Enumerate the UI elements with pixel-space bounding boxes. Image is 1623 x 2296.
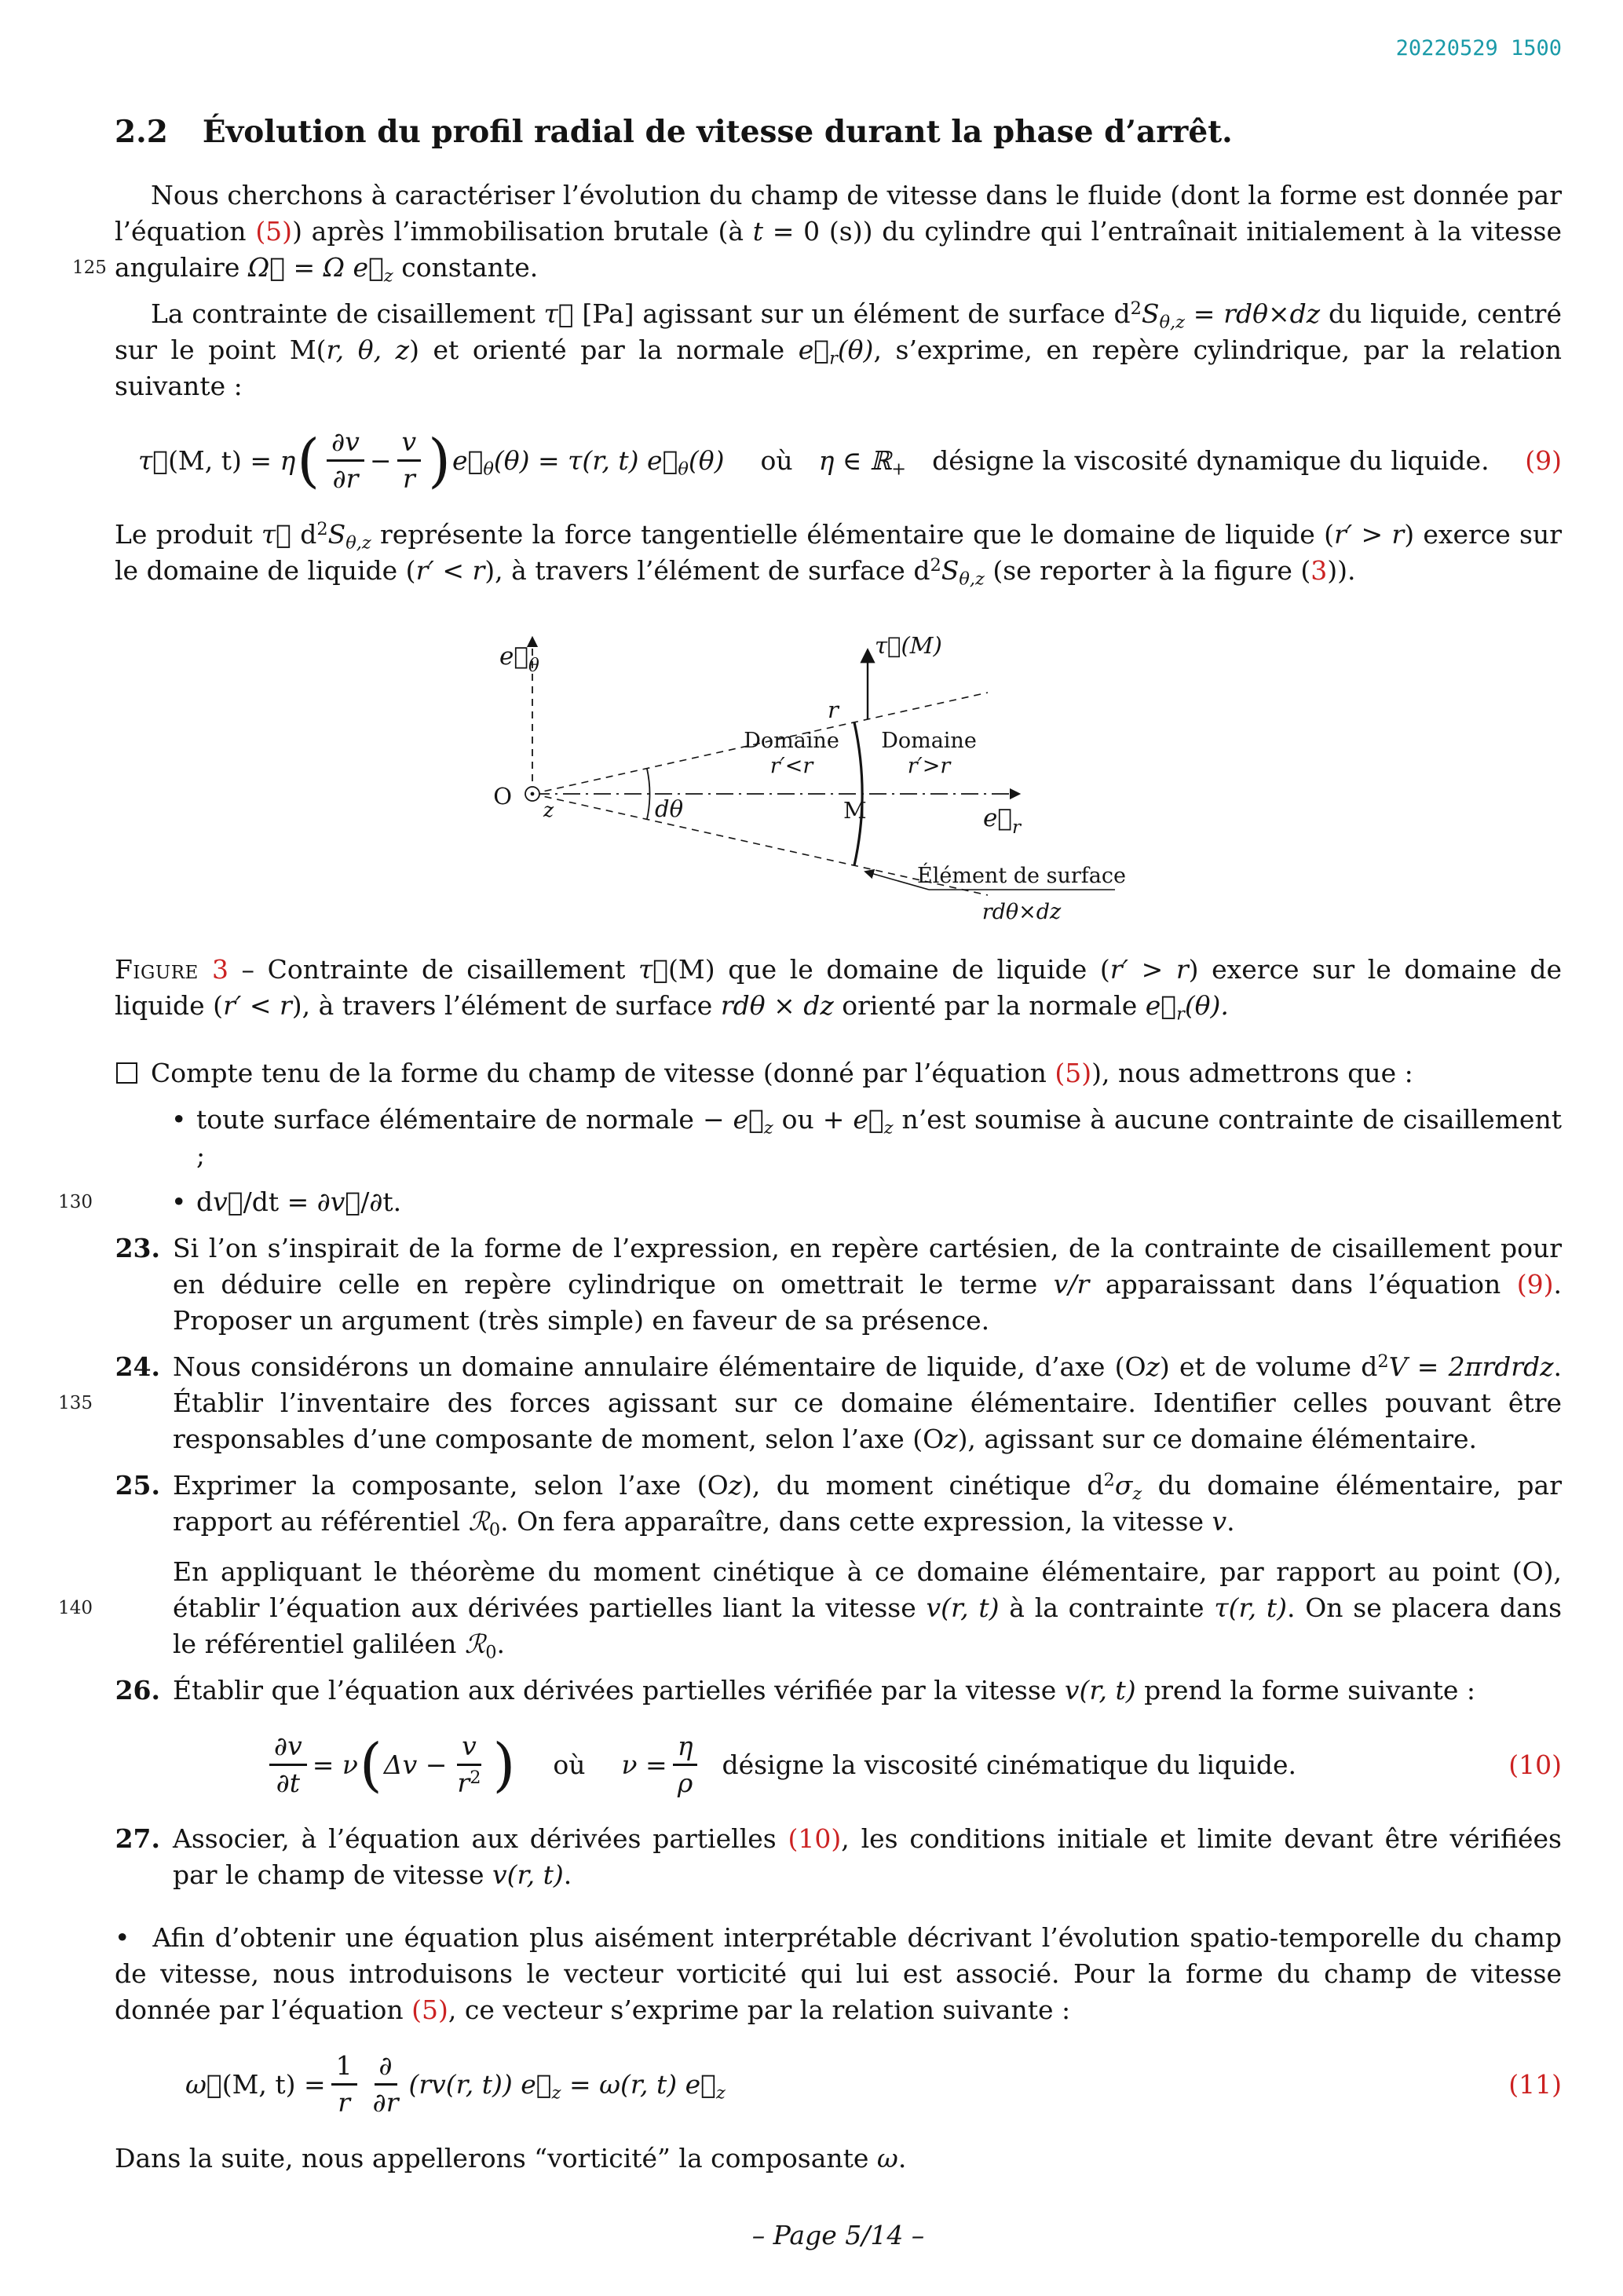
text-segment: τ⃗ (543, 298, 574, 329)
text-segment: désigne la viscosité dynamique du liquide. (906, 444, 1490, 476)
paragraph-angular-momentum-text (173, 1556, 1562, 1663)
text-segment: d (1087, 1470, 1104, 1501)
text-segment: 2 (1130, 298, 1142, 319)
text-segment (793, 445, 819, 476)
text-segment: v(r, t) (1064, 1675, 1136, 1706)
text-segment: orienté par la normale (833, 990, 1146, 1021)
paragraph-closing (115, 2141, 1562, 2177)
eq9-lhs (138, 443, 295, 479)
text-segment: (rv(r, t)) (408, 2068, 521, 2100)
text-segment: . On se placera dans le référentiel galiléen (173, 1592, 1562, 1659)
equation-11 (115, 2050, 1562, 2119)
question-26-number: 26. (115, 1675, 160, 1706)
text-segment: Exprimer la composante, selon l’axe (O (173, 1470, 729, 1501)
text-segment: z (728, 1470, 743, 1501)
text-segment: ℛ (464, 1629, 486, 1659)
eq10-tail (722, 1747, 1296, 1783)
text-segment: (M, t) = (168, 444, 280, 476)
reference-link[interactable]: (5) (411, 1994, 448, 2025)
text-segment: r (1176, 1004, 1185, 1025)
text-segment: ∂t (276, 1768, 301, 1798)
text-segment: v (401, 426, 417, 457)
fraction-1-r (331, 2050, 357, 2119)
paragraph-shear-stress-text (115, 298, 1562, 401)
text-segment: r (402, 463, 415, 494)
text-segment: , les conditions initiale et limite devant être vérifiées par le champ de vitesse (173, 1823, 1562, 1890)
text-segment: θ,z (1159, 312, 1185, 333)
text-segment: v⃗ (330, 1186, 361, 1217)
domain-outer-cond: r′>r (907, 754, 950, 778)
text-segment: ) et de volume (1159, 1351, 1362, 1382)
text-segment: rdθ × dz (720, 990, 834, 1021)
text-segment: d (1113, 298, 1131, 329)
question-25 (115, 1468, 1562, 1540)
question-25-text (173, 1469, 1562, 1541)
domain-outer-label: Domaine (880, 729, 977, 753)
text-segment: − (369, 444, 392, 476)
text-segment: ∂r (332, 463, 359, 494)
question-24-number: 24. (115, 1351, 160, 1382)
text-segment: Ω⃗ = Ω (247, 252, 353, 283)
text-segment: Figure (115, 954, 212, 985)
text-segment: . Proposer un argument (très simple) en faveur de sa présence. (173, 1269, 1563, 1336)
equation-9: τ⃗(M, t) = η ( $\frac{\partial v}{\partial r}$ − $\frac{v}{r}$ ) $e⃗_\theta(\theta) = \tau(r$, t) $e⃗_\theta(\theta)$ où η ∈ ℝ$_+$ désigne la viscosité dynamique du liquide. (9) (138, 426, 1562, 495)
text-segment: du domaine élémentaire, par rapport au référentiel (173, 1470, 1562, 1537)
radius-label: r (827, 696, 839, 723)
text-segment: e⃗ (353, 252, 384, 283)
text-segment: – Contrainte de cisaillement (228, 954, 638, 985)
question-27 (115, 1821, 1562, 1893)
text-segment: = rdθ×dz (1185, 298, 1321, 329)
equation-10: $\frac{\partial v}{\partial t}$ = ν ( Δv − $\frac{v}{r^2}$ ) où ν = $\frac{\eta}{\rho}$ désigne la viscosité cinématique du liquide. (10) (115, 1731, 1562, 1799)
text-segment: t (752, 216, 764, 247)
text-segment: 2 (316, 518, 328, 539)
fraction-eta-rho (673, 1731, 698, 1799)
fraction-dv-dt (269, 1731, 307, 1799)
text-segment: à la contrainte (999, 1592, 1215, 1623)
text-segment: Associer, à l’équation aux dérivées partielles (173, 1823, 788, 1854)
text-segment: (se reporter à la figure ( (984, 555, 1311, 586)
domain-inner-cond: r′<r (769, 754, 813, 778)
text-segment: v (462, 1731, 477, 1761)
text-segment: Dans la suite, nous appellerons “vorticité” la composante (115, 2143, 877, 2174)
text-segment: Le produit (115, 519, 261, 550)
margin-line-number: 130 (58, 1192, 93, 1212)
text-segment: . (496, 1629, 505, 1659)
e-r-label: $e⃗_r$ (982, 804, 1021, 838)
page-header-timestamp: 20220529 1500 (1395, 36, 1562, 60)
text-segment: r (457, 1768, 470, 1798)
surface-element-formula: rdθ×dz (981, 900, 1061, 924)
fraction-v-r (397, 426, 422, 495)
text-segment: e⃗ (685, 2068, 716, 2100)
text-segment: = 2πrdrdz (1407, 1351, 1554, 1382)
text-segment: ) après l’immobilisation brutale (à (292, 216, 753, 247)
text-segment: (θ) (837, 335, 874, 365)
text-segment: = 0 (s)) du cylindre qui l’entraînait initialement à la vitesse angulaire (115, 216, 1562, 283)
text-segment: = ω(r, t) (561, 2068, 685, 2100)
text-segment: r′ > r (1333, 519, 1405, 550)
text-segment: . (897, 2143, 907, 2174)
eq10-laplacian (384, 1747, 448, 1783)
assumption-item-2 (58, 1184, 1562, 1220)
eq10-equals (313, 1747, 358, 1783)
text-segment: )). (1327, 555, 1356, 586)
text-segment: d (196, 1186, 214, 1217)
text-segment: ou (773, 1104, 823, 1135)
text-segment: Établir que l’équation aux dérivées partielles vérifiée par la vitesse (173, 1675, 1065, 1706)
text-segment: Si l’on s’inspirait de la forme de l’expression, en repère cartésien, de la contrainte de cisaillement pour en déduire celle en repère cylindrique on omettrait le terme (173, 1233, 1562, 1300)
text-segment: ω (876, 2143, 898, 2174)
assumption-item-1 (115, 1102, 1562, 1174)
text-segment: τ⃗ (261, 519, 291, 550)
paragraph-vorticity (115, 1920, 1562, 2028)
text-segment: La contrainte de cisaillement (151, 298, 544, 329)
section-heading (115, 113, 1562, 151)
text-segment: ν = (621, 1749, 667, 1780)
text-segment: 2 (470, 1767, 481, 1788)
section-number: 2.2 (115, 114, 168, 150)
text-segment: e⃗ (798, 335, 830, 365)
text-segment: du liquide, centré sur le point M( (115, 298, 1562, 365)
text-segment: e⃗ (647, 444, 678, 476)
reference-link[interactable]: 3 (1310, 555, 1328, 586)
text-segment: ), nous admettrons que : (1091, 1058, 1413, 1088)
text-segment: S (1141, 298, 1160, 329)
text-segment: constante. (393, 252, 539, 283)
text-segment: Nous considérons un domaine annulaire élémentaire de liquide, d’axe (O (173, 1351, 1146, 1382)
text-segment: n’est soumise à aucune contrainte de cisaillement ; (196, 1104, 1562, 1171)
equation-number-11[interactable]: (11) (1508, 2068, 1562, 2100)
assumptions-block (58, 1055, 1562, 1220)
text-segment: . (1226, 1506, 1235, 1537)
text-segment: 0 (485, 1642, 497, 1663)
text-segment: v (1212, 1506, 1227, 1537)
open-square-icon (116, 1062, 137, 1084)
figure-3 (115, 617, 1562, 941)
text-segment: ω⃗ (185, 2068, 222, 2100)
bullet-icon: • (171, 1186, 187, 1217)
text-segment: . Établir l’inventaire des forces agissant sur ce domaine élémentaire. Identifier celles pouvant être responsables d’une composante de moment, selon l’axe (O (173, 1351, 1562, 1454)
text-segment: v(r, t) (926, 1592, 1000, 1623)
question-23-text (173, 1233, 1562, 1336)
text-segment: (M, t) = (221, 2068, 326, 2100)
paragraph-intro-text (115, 180, 1562, 287)
question-27-number: 27. (115, 1823, 160, 1854)
eq9-rhs (452, 443, 724, 479)
fraction-v-r2 (452, 1731, 485, 1799)
text-segment: r, θ, z (326, 335, 410, 365)
question-24-text (173, 1351, 1562, 1454)
text-segment: Δv − (383, 1749, 448, 1780)
text-segment: η (677, 1731, 693, 1761)
text-segment: ∂r (372, 2087, 399, 2118)
text-segment: d (913, 555, 930, 586)
text-segment: z (944, 1424, 958, 1454)
text-segment: (θ) = τ(r, t) (493, 444, 648, 476)
question-26-text (173, 1675, 1475, 1706)
paragraph-angular-momentum (58, 1554, 1562, 1663)
text-segment: v⃗ (213, 1186, 243, 1217)
text-segment: η ∈ ℝ (818, 444, 892, 476)
text-segment: S (327, 519, 346, 550)
text-segment: , s’exprime, en repère cylindrique, par la relation suivante : (115, 335, 1562, 401)
bullet-icon: • (171, 1104, 187, 1135)
text-segment: , ce vecteur s’exprime par la relation suivante : (448, 1994, 1071, 2025)
text-segment: θ (678, 459, 689, 480)
text-segment: représente la force tangentielle élémentaire que le domaine de liquide ( (371, 519, 1334, 550)
eq10-ou (553, 1747, 585, 1783)
reference-link[interactable]: (10) (788, 1823, 842, 1854)
text-segment: 0 (488, 1519, 501, 1541)
text-segment: (M) que le domaine de liquide ( (668, 954, 1110, 985)
text-segment: z (1146, 1351, 1160, 1382)
text-segment: 2 (1103, 1469, 1115, 1490)
bullet-icon: • (115, 1922, 130, 1953)
origin-dot-icon (530, 792, 534, 796)
text-segment: désigne la viscosité cinématique du liquide. (722, 1749, 1297, 1780)
eq11-lhs (185, 2067, 326, 2103)
figure-3-diagram (477, 617, 1200, 931)
text-segment: ∂v (331, 426, 360, 457)
figure-caption (115, 952, 1562, 1024)
paragraph-intro (72, 177, 1562, 287)
text-segment: r′ > r (1109, 954, 1189, 985)
text-segment: ∂ (378, 2050, 393, 2081)
point-m-label: M (843, 797, 867, 824)
text-segment: Nous cherchons à caractériser l’évolution du champ de vitesse dans le fluide (dont la forme est donnée par l’équation (115, 180, 1562, 247)
paragraph-vorticity-text (115, 1922, 1562, 2025)
text-segment: . (563, 1859, 572, 1890)
margin-line-number: 140 (58, 1598, 93, 1618)
text-segment: + e⃗ (822, 1104, 884, 1135)
text-segment: e⃗ (1145, 990, 1177, 1021)
eq9-minus (370, 443, 392, 479)
text-segment: /dt = ∂ (243, 1186, 331, 1217)
text-segment: z (383, 265, 393, 287)
e-theta-label: $e⃗_\theta$ (499, 642, 539, 676)
text-segment: z (715, 2082, 726, 2104)
text-segment: θ,z (959, 569, 985, 590)
section-title: Évolution du profil radial de vitesse durant la phase d’arrêt. (202, 114, 1233, 150)
dtheta-label: dθ (654, 795, 683, 822)
origin-label: O (492, 783, 512, 810)
eq9-where-clause (761, 443, 1490, 479)
text-segment: − e⃗ (702, 1104, 764, 1135)
fraction-d-dr (368, 2050, 404, 2119)
domain-inner-label: Domaine (743, 729, 839, 753)
text-segment: ) et orienté par la normale (409, 335, 799, 365)
question-24 (58, 1349, 1562, 1457)
text-segment: z (883, 1117, 894, 1139)
assumption-item-1-text (196, 1104, 1562, 1171)
tau-label: τ⃗(M) (874, 632, 942, 659)
text-segment: ℛ (468, 1506, 489, 1537)
margin-line-number: 125 (72, 258, 107, 278)
text-segment: v(r, t) (492, 1859, 564, 1890)
text-segment: S (941, 555, 960, 586)
surface-element-label: Élément de surface (916, 864, 1126, 888)
eq10-nu (621, 1747, 667, 1783)
question-25-number: 25. (115, 1470, 160, 1501)
text-segment: ρ (677, 1768, 693, 1798)
text-segment: [Pa] agissant sur un élément de surface (573, 298, 1114, 329)
reference-link[interactable]: 3 (211, 954, 228, 985)
text-segment: d (1361, 1351, 1378, 1382)
text-segment: = (312, 1749, 342, 1780)
text-segment: apparaissant dans l’équation (1089, 1269, 1517, 1300)
paragraph-closing-text (115, 2143, 906, 2174)
question-23 (115, 1230, 1562, 1339)
text-segment: θ (483, 459, 494, 480)
question-23-number: 23. (115, 1233, 160, 1263)
paragraph-product-text (115, 518, 1562, 590)
question-26 (115, 1673, 1562, 1709)
paragraph-product (115, 517, 1562, 589)
text-segment: + (891, 459, 907, 480)
text-segment: z (551, 2082, 561, 2104)
text-segment: e⃗ (521, 2068, 552, 2100)
text-segment: ) exerce sur le domaine de liquide ( (115, 954, 1562, 1021)
equation-number-9[interactable]: (9) (1525, 444, 1562, 476)
reference-link[interactable]: (5) (255, 216, 293, 247)
text-segment: e⃗ (452, 444, 484, 476)
text-segment: σ (1114, 1470, 1133, 1501)
text-segment: r′ < r (223, 990, 292, 1021)
assumption-item-2-text (196, 1186, 401, 1217)
text-segment: τ(r, t) (1214, 1592, 1287, 1623)
text-segment: Afin d’obtenir une équation plus aisément interprétable décrivant l’évolution spatio-temporelle du champ de vitesse, nous introduisons le vecteur vorticité qui lui est associé. Pour la forme du champ de vitesse donnée par l’équation (115, 1922, 1562, 2025)
margin-line-number: 135 (58, 1393, 93, 1413)
text-segment: z (763, 1117, 773, 1139)
text-segment: ), à travers l’élément de surface (291, 990, 721, 1021)
text-segment: 1 (335, 2050, 353, 2081)
paragraph-shear-stress (115, 296, 1562, 404)
text-segment: v/r (1053, 1269, 1090, 1300)
reference-link[interactable]: (5) (1055, 1058, 1092, 1088)
text-segment: ), du moment cinétique (742, 1470, 1087, 1501)
text-segment: τ⃗ (138, 444, 169, 476)
text-segment: r (338, 2087, 351, 2118)
text-segment: θ,z (345, 532, 371, 554)
text-segment: 2 (1377, 1351, 1389, 1372)
text-segment: ∂v (274, 1731, 302, 1761)
text-segment: (θ). (1184, 990, 1229, 1021)
text-segment: η (280, 444, 296, 476)
text-segment: r′ < r (415, 555, 485, 586)
text-segment: Compte tenu de la forme du champ de vitesse (donné par l’équation (151, 1058, 1055, 1088)
equation-number-10[interactable]: (10) (1508, 1749, 1562, 1780)
assumptions-intro-text (151, 1058, 1413, 1088)
text-segment: ) exerce sur le domaine de liquide ( (115, 519, 1562, 586)
text-segment: prend la forme suivante : (1135, 1675, 1475, 1706)
eq11-rhs (408, 2067, 725, 2103)
text-segment: toute surface élémentaire de normale (196, 1104, 703, 1135)
text-segment: z (1132, 1483, 1142, 1504)
text-segment: d (291, 519, 317, 550)
text-segment: 2 (930, 554, 941, 576)
text-segment: où (760, 444, 793, 476)
text-segment: ν (342, 1749, 358, 1780)
page-footer: – Page 5/14 – (751, 2220, 925, 2250)
figure-caption-text (115, 954, 1562, 1025)
text-segment: ), agissant sur ce domaine élémentaire. (957, 1424, 1478, 1454)
text-segment: r (829, 348, 838, 369)
fraction-dv-dr (327, 426, 364, 495)
text-segment: V (1388, 1351, 1408, 1382)
text-segment: où (553, 1749, 586, 1780)
z-axis-label: z (543, 799, 554, 821)
text-segment: ), à travers l’élément de surface (484, 555, 914, 586)
text-segment: /∂t. (360, 1186, 402, 1217)
text-segment: (θ) (688, 444, 725, 476)
text-segment: τ⃗ (638, 954, 669, 985)
question-27-text (173, 1823, 1562, 1890)
text-segment: . On fera apparaître, dans cette expression, la vitesse (500, 1506, 1212, 1537)
reference-link[interactable]: (9) (1516, 1269, 1554, 1300)
assumptions-intro (115, 1055, 1562, 1091)
text-segment: En appliquant le théorème du moment cinétique à ce domaine élémentaire, par rapport au point (O), établir l’équation aux dérivées partielles liant la vitesse (173, 1556, 1562, 1623)
